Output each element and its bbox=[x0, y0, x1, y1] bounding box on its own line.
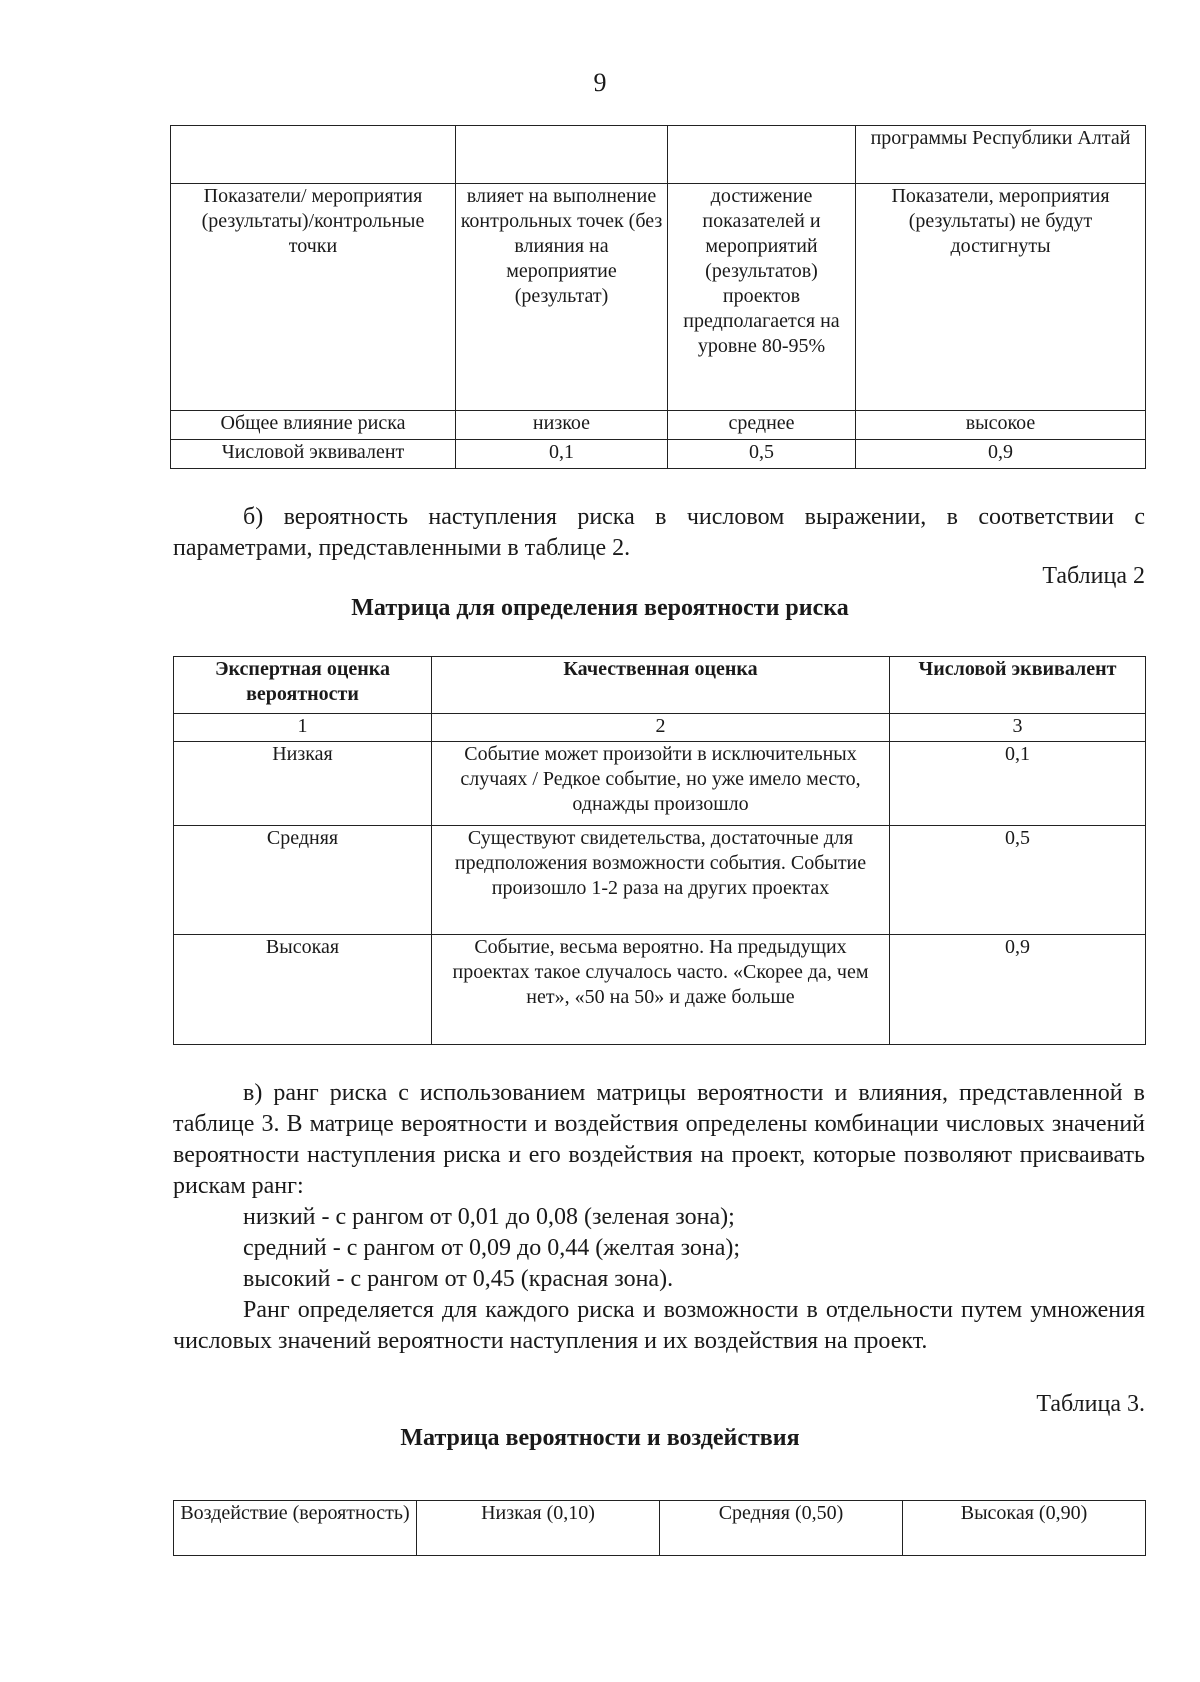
table-cell: Событие, весьма вероятно. На предыдущих проектах такое случалось часто. «Скорее да, чем нет», «50 на 50» и даже больше bbox=[432, 935, 890, 1045]
paragraph-rank: Ранг определяется для каждого риска и возможности в отдельности путем умножения числовых значений вероятности наступления и их воздействия на проект. bbox=[173, 1297, 1145, 1354]
paragraph-c: в) ранг риска с использованием матрицы вероятности и влияния, представленной в таблице 3. В матрице вероятности и воздействия определены комбинации числовых значений вероятности наступления риска и его воздействия на проект, которые позволяют присваивать рискам ранг: bbox=[173, 1080, 1145, 1199]
table-cell: Общее влияние риска bbox=[171, 411, 456, 440]
table-cell: 0,5 bbox=[890, 826, 1146, 935]
table-cell: Высокая bbox=[174, 935, 432, 1045]
table-row bbox=[174, 657, 1146, 714]
table-header-cell: Экспертная оценка вероятности bbox=[174, 657, 432, 714]
page-number: 9 bbox=[593, 68, 607, 97]
table-header-cell: Качественная оценка bbox=[432, 657, 890, 714]
table-row bbox=[174, 714, 1146, 742]
table-cell: 3 bbox=[890, 714, 1146, 742]
table-cell: среднее bbox=[668, 411, 856, 440]
probability-impact-matrix bbox=[173, 1500, 1146, 1556]
table-cell bbox=[668, 126, 856, 184]
table-cell: Низкая (0,10) bbox=[417, 1501, 660, 1556]
table-cell: Низкая bbox=[174, 742, 432, 826]
table-cell: влияет на выполнение контрольных точек (без влияния на мероприятие (результат) bbox=[456, 184, 668, 411]
table-cell: Высокая (0,90) bbox=[903, 1501, 1146, 1556]
table2-title: Матрица для определения вероятности риска bbox=[351, 595, 849, 621]
table-cell: Средняя bbox=[174, 826, 432, 935]
table-row bbox=[174, 826, 1146, 935]
table-row bbox=[171, 126, 1146, 184]
table-row bbox=[174, 935, 1146, 1045]
table-cell: 2 bbox=[432, 714, 890, 742]
table-cell bbox=[456, 126, 668, 184]
paragraph-b: б) вероятность наступления риска в числовом выражении, в соответствии с параметрами, представленными в таблице 2. bbox=[173, 504, 1145, 561]
table-cell: достижение показателей и мероприятий (результатов) проектов предполагается на уровне 80-95% bbox=[668, 184, 856, 411]
table-cell: 0,1 bbox=[456, 440, 668, 469]
table-row bbox=[171, 411, 1146, 440]
table3-title: Матрица вероятности и воздействия bbox=[400, 1425, 800, 1451]
table-cell: Средняя (0,50) bbox=[660, 1501, 903, 1556]
table-cell: Событие может произойти в исключительных случаях / Редкое событие, но уже имело место, однажды произошло bbox=[432, 742, 890, 826]
table-cell: Числовой эквивалент bbox=[171, 440, 456, 469]
table-header-cell: Числовой эквивалент bbox=[890, 657, 1146, 714]
table-cell: 1 bbox=[174, 714, 432, 742]
table3-label: Таблица 3. bbox=[1036, 1391, 1145, 1417]
table-cell: Существуют свидетельства, достаточные для предположения возможности события. Событие произошло 1-2 раза на других проектах bbox=[432, 826, 890, 935]
table-cell: 0,1 bbox=[890, 742, 1146, 826]
rank-low-item: низкий - с рангом от 0,01 до 0,08 (зеленая зона); bbox=[243, 1204, 735, 1230]
table-cell: 0,5 bbox=[668, 440, 856, 469]
table-cell: Воздействие (вероятность) bbox=[174, 1501, 417, 1556]
table-cell: высокое bbox=[856, 411, 1146, 440]
table-row bbox=[174, 742, 1146, 826]
table-row bbox=[171, 184, 1146, 411]
table-cell: 0,9 bbox=[856, 440, 1146, 469]
impact-table bbox=[170, 125, 1146, 469]
probability-table bbox=[173, 656, 1146, 1045]
table-cell bbox=[171, 126, 456, 184]
table-row bbox=[174, 1501, 1146, 1556]
table-row bbox=[171, 440, 1146, 469]
table-cell: 0,9 bbox=[890, 935, 1146, 1045]
table-cell: Показатели, мероприятия (результаты) не будут достигнуты bbox=[856, 184, 1146, 411]
table-cell: Показатели/ мероприятия (результаты)/контрольные точки bbox=[171, 184, 456, 411]
rank-medium-item: средний - с рангом от 0,09 до 0,44 (желтая зона); bbox=[243, 1235, 741, 1261]
table2-label: Таблица 2 bbox=[1042, 563, 1145, 589]
rank-high-item: высокий - с рангом от 0,45 (красная зона). bbox=[243, 1266, 674, 1292]
table-cell: программы Республики Алтай bbox=[856, 126, 1146, 184]
table-cell: низкое bbox=[456, 411, 668, 440]
